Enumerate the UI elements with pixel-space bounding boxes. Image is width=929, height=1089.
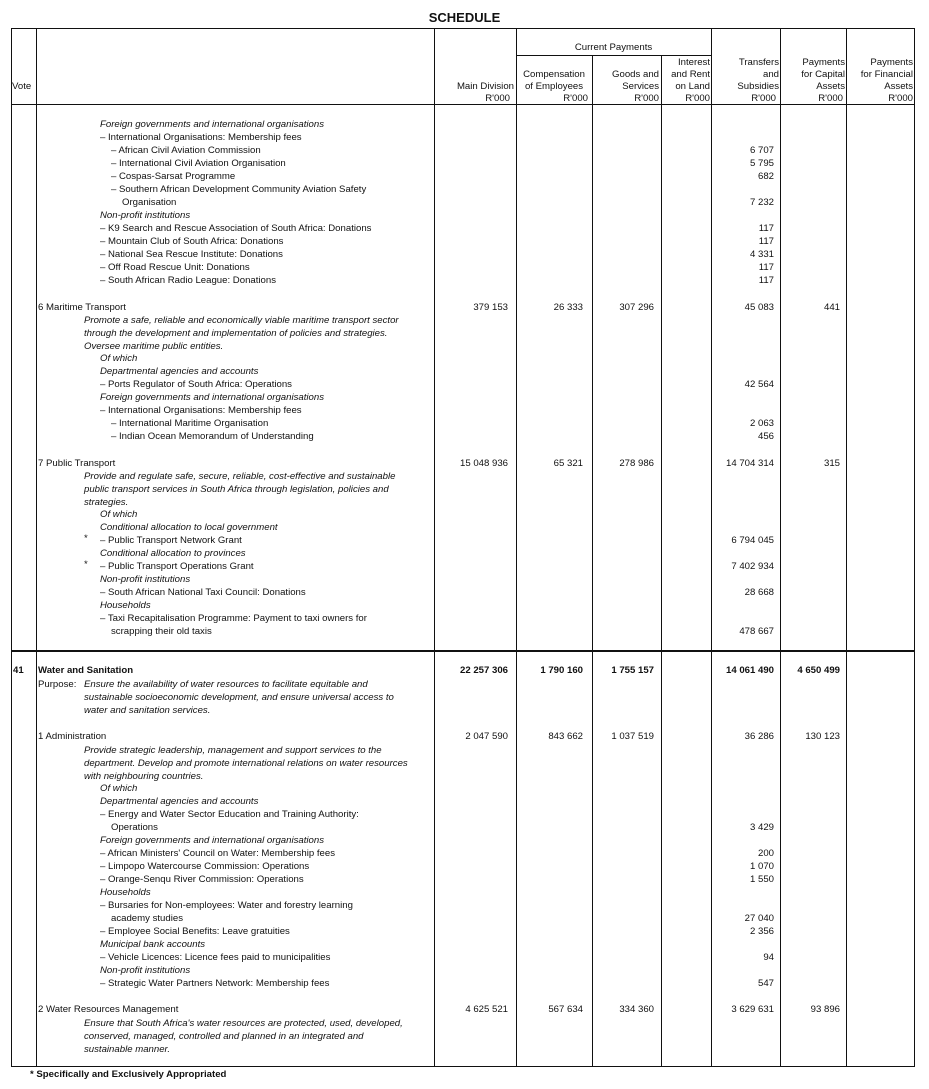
amount-cell: 843 662: [548, 731, 583, 742]
transfers-header-1: Transfers: [738, 57, 779, 68]
amount-cell: 26 333: [553, 302, 583, 313]
amount-cell: 6 794 045: [731, 535, 774, 546]
amount-cell: 36 286: [744, 731, 774, 742]
amount-cell: 1 070: [749, 861, 774, 872]
row-label: – South African National Taxi Council: Donations: [100, 587, 306, 598]
row-label: – African Ministers' Council on Water: Membership fees: [100, 848, 336, 859]
row-label: Of which: [100, 509, 138, 520]
goods-header-2: Services: [622, 81, 659, 92]
amount-cell: 682: [757, 171, 774, 182]
row-label: sustainable socioeconomic development, and ensure universal access to: [84, 692, 394, 703]
amount-cell: 6 707: [749, 145, 774, 156]
row-label: – Off Road Rescue Unit: Donations: [100, 262, 250, 273]
current-payments-header: Current Payments: [574, 42, 653, 53]
amount-cell: 14 704 314: [725, 458, 774, 469]
row-label: – Cospas-Sarsat Programme: [111, 171, 236, 182]
amount-cell: 315: [823, 458, 840, 469]
amount-cell: 4 331: [749, 249, 774, 260]
amount-cell: 42 564: [744, 379, 774, 390]
row-label: – International Organisations: Membership fees: [100, 405, 302, 416]
row-label: scrapping their old taxis: [111, 626, 212, 637]
amount-cell: 2 063: [749, 418, 774, 429]
financial-header-2: for Financial: [860, 69, 913, 80]
row-label: Water and Sanitation: [38, 665, 134, 676]
row-label: Organisation: [122, 197, 177, 208]
unit-label: R'000: [888, 93, 913, 104]
row-label: – Public Transport Network Grant: [100, 535, 242, 546]
appropriation-marker: *: [84, 533, 88, 544]
row-label: – Limpopo Watercourse Commission: Operations: [100, 861, 310, 872]
capital-header-2: for Capital: [801, 69, 845, 80]
row-label: department. Develop and promote international relations on water resources: [84, 758, 408, 769]
row-label: – Strategic Water Partners Network: Membership fees: [100, 978, 330, 989]
row-label: Non-profit institutions: [100, 574, 191, 585]
amount-cell: 7 232: [749, 197, 774, 208]
row-label: conserved, managed, controlled and planned in an integrated and: [84, 1031, 364, 1042]
row-label: 7 Public Transport: [38, 458, 116, 469]
row-label: academy studies: [111, 913, 183, 924]
capital-header-3: Assets: [816, 81, 845, 92]
row-label: Conditional allocation to local government: [100, 522, 278, 533]
row-label: strategies.: [84, 497, 129, 508]
footnote: * Specifically and Exclusively Appropriated: [30, 1069, 227, 1080]
row-label: – Vehicle Licences: Licence fees paid to municipalities: [100, 952, 331, 963]
row-label: – Energy and Water Sector Education and Training Authority:: [100, 809, 359, 820]
amount-cell: 334 360: [619, 1004, 654, 1015]
amount-cell: 7 402 934: [731, 561, 774, 572]
row-label: – South African Radio League: Donations: [100, 275, 277, 286]
main-division-header: Main Division: [456, 81, 514, 92]
unit-label: R'000: [751, 93, 776, 104]
amount-cell: 441: [823, 302, 840, 313]
amount-cell: 4 650 499: [797, 665, 840, 676]
row-label: water and sanitation services.: [84, 705, 211, 716]
interest-header-3: on Land: [675, 81, 710, 92]
row-label: sustainable manner.: [84, 1044, 171, 1055]
row-label: Departmental agencies and accounts: [100, 366, 259, 377]
row-label: Operations: [111, 822, 158, 833]
row-label: – International Civil Aviation Organisation: [111, 158, 286, 169]
transfers-header-2: and: [762, 69, 779, 80]
row-label: Purpose:: [38, 679, 77, 690]
row-label: Households: [100, 887, 151, 898]
unit-label: R'000: [634, 93, 659, 104]
amount-cell: 2 356: [749, 926, 774, 937]
amount-cell: 307 296: [619, 302, 654, 313]
appropriation-marker: *: [84, 559, 88, 570]
amount-cell: 3 429: [749, 822, 774, 833]
transfers-header-3: Subsidies: [737, 81, 779, 92]
col-rule: [36, 28, 37, 1067]
vote-header: Vote: [12, 81, 32, 92]
amount-cell: 1 790 160: [540, 665, 583, 676]
amount-cell: 478 667: [739, 626, 774, 637]
row-label: Non-profit institutions: [100, 965, 191, 976]
row-label: – Orange-Senqu River Commission: Operations: [100, 874, 304, 885]
amount-cell: 130 123: [805, 731, 840, 742]
amount-cell: 22 257 306: [459, 665, 508, 676]
financial-header-1: Payments: [870, 57, 913, 68]
row-label: Departmental agencies and accounts: [100, 796, 259, 807]
row-label: Oversee maritime public entities.: [84, 341, 224, 352]
goods-header-1: Goods and: [612, 69, 659, 80]
amount-cell: 3 629 631: [731, 1004, 774, 1015]
row-label: – African Civil Aviation Commission: [111, 145, 261, 156]
row-label: Municipal bank accounts: [100, 939, 206, 950]
row-label: – K9 Search and Rescue Association of South Africa: Donations: [100, 223, 372, 234]
row-label: 6 Maritime Transport: [38, 302, 126, 313]
row-label: Households: [100, 600, 151, 611]
comp-header-2: of Employees: [524, 81, 584, 92]
amount-cell: 15 048 936: [459, 458, 508, 469]
unit-label: R'000: [818, 93, 843, 104]
row-label: Conditional allocation to provinces: [100, 548, 246, 559]
row-label: – Employee Social Benefits: Leave gratuities: [100, 926, 290, 937]
amount-cell: 567 634: [548, 1004, 583, 1015]
amount-cell: 2 047 590: [465, 731, 508, 742]
financial-header-3: Assets: [884, 81, 913, 92]
comp-header-1: Compensation: [523, 69, 585, 80]
row-label: through the development and implementation of policies and strategies.: [84, 328, 388, 339]
amount-cell: 117: [758, 275, 774, 286]
row-label: – Taxi Recapitalisation Programme: Payment to taxi owners for: [100, 613, 367, 624]
amount-cell: 94: [763, 952, 774, 963]
amount-cell: 117: [758, 223, 774, 234]
row-label: Foreign governments and international organisations: [100, 119, 324, 130]
row-label: – Bursaries for Non-employees: Water and forestry learning: [100, 900, 353, 911]
amount-cell: 200: [757, 848, 774, 859]
col-rule: [434, 28, 435, 1067]
row-label: Of which: [100, 783, 138, 794]
row-label: – National Sea Rescue Institute: Donations: [100, 249, 283, 260]
page-title: SCHEDULE: [428, 10, 501, 25]
amount-cell: 456: [757, 431, 774, 442]
row-label: Of which: [100, 353, 138, 364]
col-rule: [11, 28, 12, 1067]
amount-cell: 27 040: [744, 913, 774, 924]
row-label: Foreign governments and international organisations: [100, 392, 324, 403]
vote-number: 41: [13, 665, 24, 676]
row-label: Ensure the availability of water resources to facilitate equitable and: [84, 679, 368, 690]
amount-cell: 65 321: [553, 458, 583, 469]
row-label: – Mountain Club of South Africa: Donations: [100, 236, 284, 247]
row-label: public transport services in South Africa through legislation, policies and: [84, 484, 389, 495]
row-label: – Ports Regulator of South Africa: Operations: [100, 379, 292, 390]
amount-cell: 5 795: [749, 158, 774, 169]
amount-cell: 117: [758, 262, 774, 273]
col-rule: [846, 28, 847, 1067]
amount-cell: 278 986: [619, 458, 654, 469]
row-label: – Indian Ocean Memorandum of Understanding: [111, 431, 314, 442]
row-label: Non-profit institutions: [100, 210, 191, 221]
unit-label: R'000: [685, 93, 710, 104]
amount-cell: 117: [758, 236, 774, 247]
interest-header-1: Interest: [678, 57, 710, 68]
row-label: – Public Transport Operations Grant: [100, 561, 254, 572]
amount-cell: 1 037 519: [611, 731, 654, 742]
amount-cell: 28 668: [744, 587, 774, 598]
amount-cell: 14 061 490: [725, 665, 774, 676]
row-label: Ensure that South Africa's water resources are protected, used, developed,: [84, 1018, 403, 1029]
amount-cell: 93 896: [810, 1004, 840, 1015]
row-label: 2 Water Resources Management: [38, 1004, 179, 1015]
amount-cell: 547: [757, 978, 774, 989]
row-label: with neighbouring countries.: [84, 771, 204, 782]
interest-header-2: and Rent: [671, 69, 710, 80]
unit-label: R'000: [485, 93, 510, 104]
row-label: – Southern African Development Community Aviation Safety: [111, 184, 367, 195]
row-label: Promote a safe, reliable and economically viable maritime transport sector: [84, 315, 399, 326]
row-label: Provide and regulate safe, secure, reliable, cost-effective and sustainable: [84, 471, 396, 482]
amount-cell: 1 755 157: [611, 665, 654, 676]
unit-label: R'000: [563, 93, 588, 104]
col-rule: [661, 55, 662, 1067]
col-rule: [780, 28, 781, 1067]
capital-header-1: Payments: [802, 57, 845, 68]
row-label: – International Organisations: Membership fees: [100, 132, 302, 143]
col-rule: [516, 28, 517, 1067]
amount-cell: 379 153: [473, 302, 508, 313]
row-label: – International Maritime Organisation: [111, 418, 269, 429]
amount-cell: 45 083: [744, 302, 774, 313]
col-rule: [592, 55, 593, 1067]
row-label: 1 Administration: [38, 731, 107, 742]
amount-cell: 4 625 521: [465, 1004, 508, 1015]
row-label: Provide strategic leadership, management and support services to the: [84, 745, 382, 756]
amount-cell: 1 550: [749, 874, 774, 885]
col-rule: [914, 28, 915, 1067]
row-label: Foreign governments and international organisations: [100, 835, 324, 846]
